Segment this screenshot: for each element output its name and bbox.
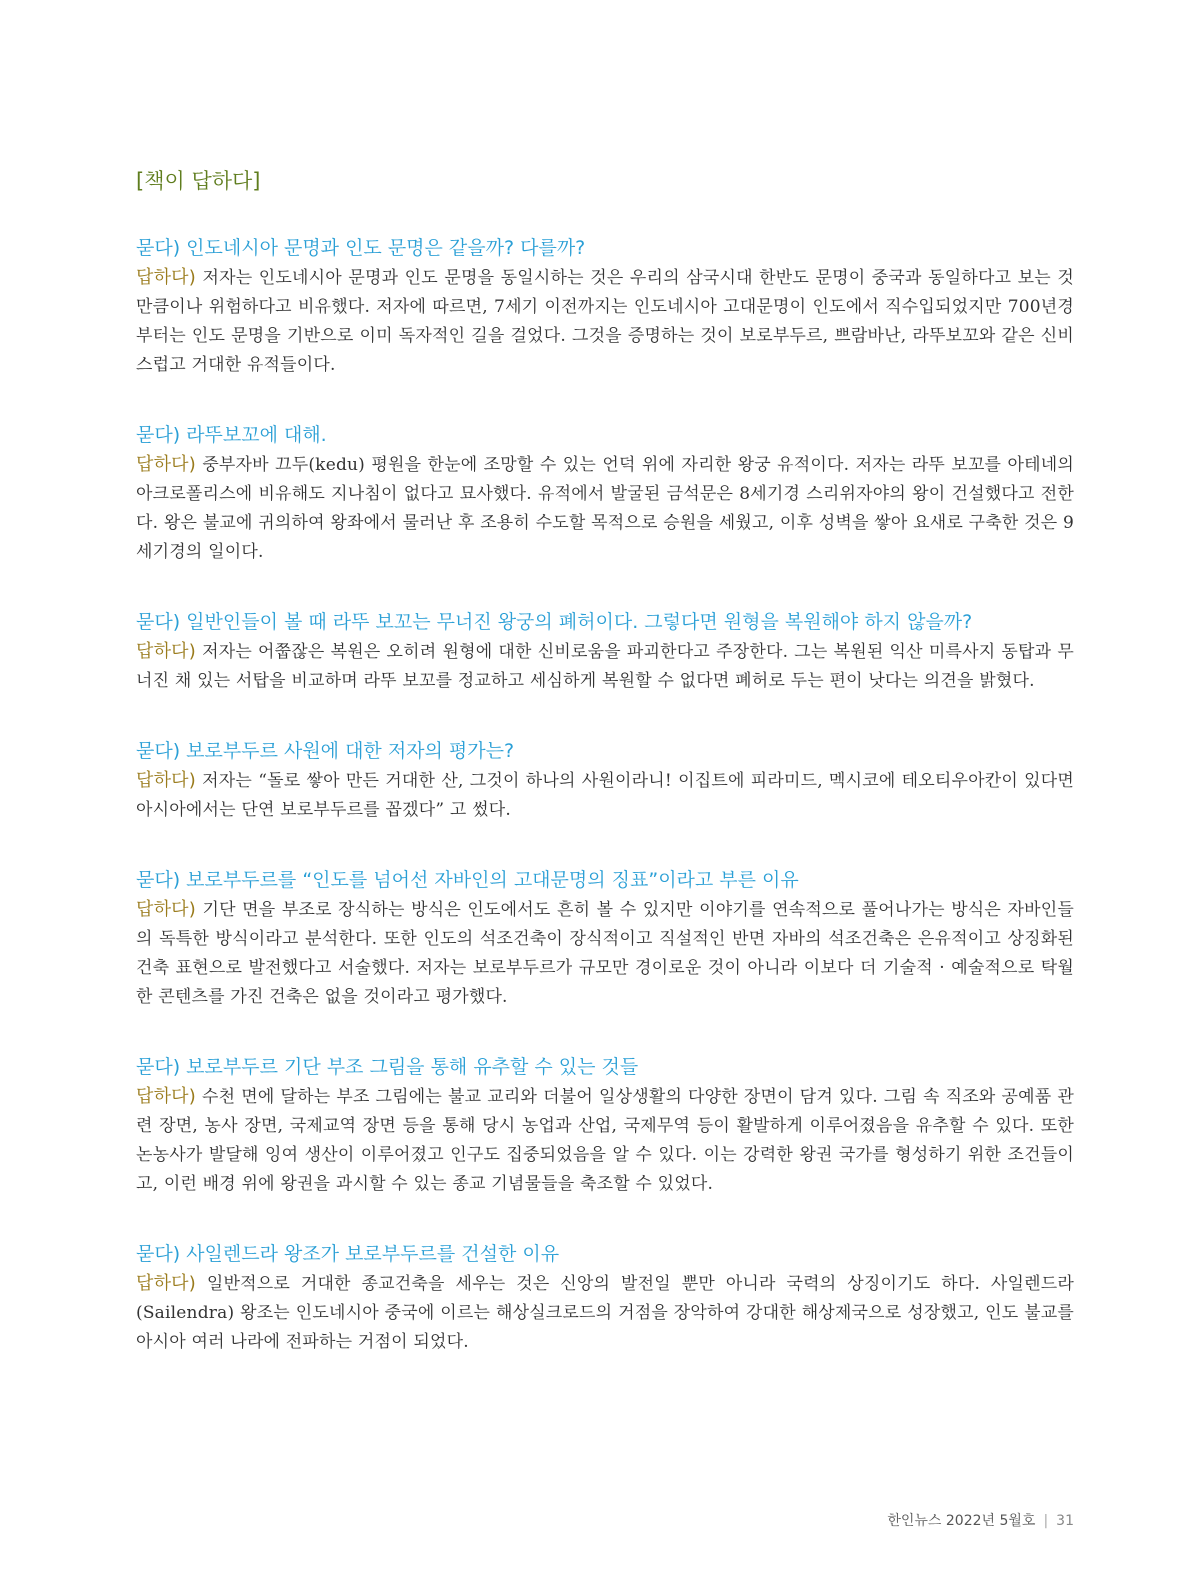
answer-5 [136, 895, 1074, 1012]
answer-3 [136, 637, 1074, 696]
question-7: 묻다) 사일렌드라 왕조가 보로부두르를 건설한 이유 [136, 1243, 560, 1265]
answer-label: 답하다) [136, 1086, 196, 1107]
question-2: 묻다) 라뚜보꼬에 대해. [136, 424, 327, 446]
answer-4 [136, 766, 1074, 825]
answer-text: 일반적으로 거대한 종교건축을 세우는 것은 신앙의 발전일 뿐만 아니라 국력의 상징이기도 하다. 사일렌드라(Sailendra) 왕조는 인도네시아 중국에 이르는 해상실크로드의 거점을 장악하여 강대한 해상제국으로 성장했고, 인도 불교를 아시아 여러 나라에 전파하는 거점이 되었다. [136, 1274, 1075, 1352]
answer-text: 저자는 인도네시아 문명과 인도 문명을 동일시하는 것은 우리의 삼국시대 한반도 문명이 중국과 동일하다고 보는 것만큼이나 위험하다고 비유했다. 저자에 따르면, 7세기 이전까지는 인도네시아 고대문명이 인도에서 직수입되었지만 700년경부터는 인도 문명을 기반으로 이미 독자적인 길을 걸었다. 그것을 증명하는 것이 보로부두르, 쁘람바난, 라뚜보꼬와 같은 신비스럽고 거대한 유적들이다. [136, 268, 1074, 375]
publication-name: 한인뉴스 2022년 5월호 [887, 1513, 1036, 1529]
answer-label: 답하다) [136, 899, 196, 920]
question-3: 묻다) 일반인들이 볼 때 라뚜 보꼬는 무너진 왕궁의 폐허이다. 그렇다면 원형을 복원해야 하지 않을까? [136, 611, 973, 633]
answer-text: 기단 면을 부조로 장식하는 방식은 인도에서도 흔히 볼 수 있지만 이야기를 연속적으로 풀어나가는 방식은 자바인들의 독특한 방식이라고 분석한다. 또한 인도의 석조건축이 장식적이고 직설적인 반면 자바의 석조건축은 은유적이고 상징화된 건축 표현으로 발전했다고 서술했다. 저자는 보로부두르가 규모만 경이로운 것이 아니라 이보다 더 기술적 · 예술적으로 탁월한 콘텐츠를 가진 건축은 없을 것이라고 평가했다. [136, 900, 1074, 1007]
answer-1 [136, 263, 1074, 380]
qa-item-5 [136, 865, 1074, 1012]
qa-item-2 [136, 420, 1074, 567]
answer-text: 수천 면에 달하는 부조 그림에는 불교 교리와 더불어 일상생활의 다양한 장면이 담겨 있다. 그림 속 직조와 공예품 관련 장면, 농사 장면, 국제교역 장면 등을 통해 당시 농업과 산업, 국제무역 등이 활발하게 이루어졌음을 유추할 수 있다. 또한 논농사가 발달해 잉여 생산이 이루어졌고 인구도 집중되었음을 알 수 있다. 이는 강력한 왕권 국가를 형성하기 위한 조건들이고, 이런 배경 위에 왕권을 과시할 수 있는 종교 기념물들을 축조할 수 있었다. [136, 1087, 1075, 1194]
answer-label: 답하다) [136, 770, 196, 791]
answer-2 [136, 450, 1074, 567]
qa-item-4 [136, 736, 1074, 825]
question-1: 묻다) 인도네시아 문명과 인도 문명은 같을까? 다를까? [136, 237, 586, 259]
qa-item-7 [136, 1239, 1074, 1357]
answer-7 [136, 1269, 1074, 1357]
page-footer [887, 1510, 1074, 1530]
answer-text: 저자는 “돌로 쌓아 만든 거대한 산, 그것이 하나의 사원이라니! 이집트에 피라미드, 멕시코에 테오티우아칸이 있다면 아시아에서는 단연 보로부두르를 꼽겠다” 고 썼다. [136, 771, 1075, 820]
question-4: 묻다) 보로부두르 사원에 대한 저자의 평가는? [136, 740, 515, 762]
qa-item-6 [136, 1052, 1074, 1199]
page-number: 31 [1056, 1513, 1074, 1529]
question-5: 묻다) 보로부두르를 “인도를 넘어선 자바인의 고대문명의 징표”이라고 부른 이유 [136, 869, 799, 891]
question-6: 묻다) 보로부두르 기단 부조 그림을 통해 유추할 수 있는 것들 [136, 1056, 639, 1078]
answer-label: 답하다) [136, 267, 196, 288]
answer-text: 중부자바 끄두(kedu) 평원을 한눈에 조망할 수 있는 언덕 위에 자리한 왕궁 유적이다. 저자는 라뚜 보꼬를 아테네의 아크로폴리스에 비유해도 지나침이 없다고 묘사했다. 유적에서 발굴된 금석문은 8세기경 스리위자야의 왕이 건설했다고 전한다. 왕은 불교에 귀의하여 왕좌에서 물러난 후 조용히 수도할 목적으로 승원을 세웠고, 이후 성벽을 쌓아 요새로 구축한 것은 9세기경의 일이다. [136, 455, 1074, 562]
qa-item-3 [136, 607, 1074, 696]
answer-text: 저자는 어쭙잖은 복원은 오히려 원형에 대한 신비로움을 파괴한다고 주장한다. 그는 복원된 익산 미륵사지 동탑과 무너진 채 있는 서탑을 비교하며 라뚜 보꼬를 정교하고 세심하게 복원할 수 없다면 폐허로 두는 편이 낫다는 의견을 밝혔다. [136, 642, 1074, 691]
section-title: [책이 답하다] [136, 169, 261, 193]
article-body [136, 165, 1074, 1397]
answer-6 [136, 1082, 1074, 1199]
footer-separator: | [1043, 1513, 1049, 1529]
answer-label: 답하다) [136, 454, 196, 475]
answer-label: 답하다) [136, 1273, 196, 1294]
answer-label: 답하다) [136, 641, 196, 662]
qa-item-1 [136, 233, 1074, 380]
